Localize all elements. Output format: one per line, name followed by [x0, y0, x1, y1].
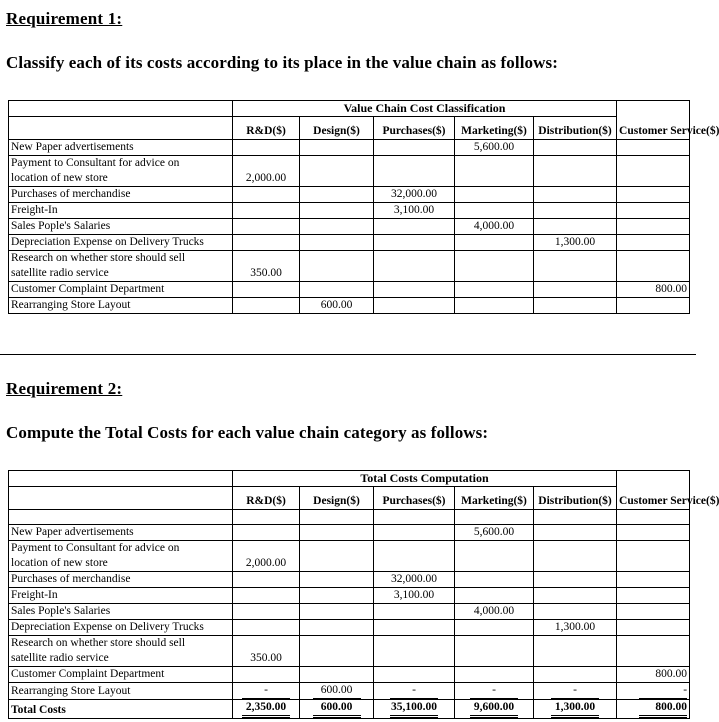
req2-cell	[617, 604, 690, 620]
req2-cell	[617, 683, 690, 700]
req2-cell-value: 600.00	[313, 683, 361, 699]
req2-cell	[455, 525, 534, 541]
req2-cell	[617, 620, 690, 636]
req2-cell	[534, 667, 617, 683]
req2-cell	[233, 667, 300, 683]
req2-total-cell	[455, 700, 534, 719]
req2-row-label-value: Purchases of merchandise	[11, 573, 131, 585]
req2-cell	[300, 556, 374, 572]
req2-cell	[300, 572, 374, 588]
req2-cell-value: 3,100.00	[393, 589, 435, 601]
req2-row-label-value: Freight-In	[11, 589, 58, 601]
req2-blank-row	[9, 510, 690, 525]
req2-total-cell-value: 600.00	[313, 700, 361, 718]
req2-cell	[233, 572, 300, 588]
req1-cell	[374, 219, 455, 235]
req2-cell	[617, 636, 690, 652]
req1-cell	[617, 171, 690, 187]
req1-cell	[455, 156, 534, 172]
req1-cell	[455, 235, 534, 251]
req2-cell-value: -	[639, 683, 687, 699]
req1-row	[9, 298, 690, 314]
req1-cell	[374, 298, 455, 314]
req1-cell	[233, 140, 300, 156]
req2-cell-value: 4,000.00	[473, 605, 515, 617]
req1-cell	[233, 219, 300, 235]
req1-row-label-value: Payment to Consultant for advice on	[11, 157, 180, 169]
req1-row	[9, 235, 690, 251]
req1-cell	[374, 282, 455, 298]
req2-cell	[534, 556, 617, 572]
req2-cell	[300, 667, 374, 683]
req1-cell	[617, 282, 690, 298]
req1-row-label	[9, 156, 233, 172]
req1-row	[9, 171, 690, 187]
req1-title-blank	[9, 101, 233, 117]
req2-cell	[300, 620, 374, 636]
req2-row-label-value: Payment to Consultant for advice on	[11, 542, 180, 554]
req2-row-label	[9, 620, 233, 636]
req1-row-label	[9, 171, 233, 187]
req2-cell	[233, 588, 300, 604]
req2-row-label-value: Depreciation Expense on Delivery Trucks	[11, 621, 204, 633]
req1-cell	[455, 203, 534, 219]
req2-row-label	[9, 604, 233, 620]
req2-row-label-value: New Paper advertisements	[11, 526, 134, 538]
req1-row-label-value: satellite radio service	[11, 267, 109, 279]
req1-col-header-distribution: Distribution($)	[534, 117, 617, 140]
req1-row-label	[9, 203, 233, 219]
req2-cell	[534, 604, 617, 620]
req2-cell	[233, 541, 300, 557]
req2-row-label	[9, 525, 233, 541]
req2-cell	[534, 620, 617, 636]
req2-total-cell-value: 800.00	[639, 700, 687, 718]
req2-cell	[233, 636, 300, 652]
req2-col-header-purchases: Purchases($)	[374, 487, 455, 510]
req1-cell	[617, 140, 690, 156]
req1-cell-value: 5,600.00	[473, 141, 515, 153]
req2-col-header-distribution: Distribution($)	[534, 487, 617, 510]
req1-row-label	[9, 266, 233, 282]
req2-cell	[534, 572, 617, 588]
req1-cell	[300, 298, 374, 314]
req1-row	[9, 266, 690, 282]
req2-cell	[455, 541, 534, 557]
req1-cell	[534, 251, 617, 267]
req1-cell	[233, 235, 300, 251]
req2-cell	[233, 620, 300, 636]
req1-cell	[534, 171, 617, 187]
req1-cell	[617, 235, 690, 251]
req1-cell	[617, 219, 690, 235]
req1-row-label-value: location of new store	[11, 172, 108, 184]
req2-cell	[374, 604, 455, 620]
req2-cell	[617, 525, 690, 541]
req1-row-label-value: Purchases of merchandise	[11, 188, 131, 200]
req2-blank-cell	[534, 510, 617, 525]
req1-cell	[374, 187, 455, 203]
req1-cell	[374, 203, 455, 219]
req1-cell-value: 800.00	[655, 283, 688, 295]
req2-cell	[455, 620, 534, 636]
req1-row-label-value: Customer Complaint Department	[11, 283, 165, 295]
req1-cell-value: 4,000.00	[473, 220, 515, 232]
req2-col-header-rd: R&D($)	[233, 487, 300, 510]
req1-row	[9, 203, 690, 219]
req2-cell	[617, 667, 690, 683]
req2-row-label	[9, 556, 233, 572]
req1-cell	[455, 251, 534, 267]
req2-row	[9, 620, 690, 636]
req1-cell	[300, 140, 374, 156]
req2-col-header-design: Design($)	[300, 487, 374, 510]
req2-cell	[233, 604, 300, 620]
req2-row-label	[9, 572, 233, 588]
req2-cell	[455, 683, 534, 700]
req2-cell	[300, 636, 374, 652]
req1-cell	[233, 251, 300, 267]
req2-total-row-label-value: Total Costs	[11, 704, 66, 716]
req1-column-header-row	[9, 117, 690, 140]
req1-cell	[455, 266, 534, 282]
req2-total-cell	[617, 700, 690, 719]
section-divider	[0, 354, 696, 355]
req1-cell	[374, 235, 455, 251]
req1-cell	[534, 156, 617, 172]
req2-row-label-value: Rearranging Store Layout	[11, 685, 131, 697]
req2-blank-cell	[617, 510, 690, 525]
req1-cell-value: 3,100.00	[393, 204, 435, 216]
req2-cell	[300, 683, 374, 700]
req1-row	[9, 251, 690, 267]
req1-header-blank	[9, 117, 233, 140]
req2-cell	[534, 636, 617, 652]
req1-cell	[534, 266, 617, 282]
req1-cell	[300, 251, 374, 267]
req2-title-row	[9, 471, 690, 487]
req2-cell	[233, 683, 300, 700]
req1-row-label-value: Depreciation Expense on Delivery Trucks	[11, 236, 204, 248]
req1-cell	[300, 171, 374, 187]
req2-row-label-value: satellite radio service	[11, 652, 109, 664]
req2-cell	[534, 651, 617, 667]
req2-row	[9, 636, 690, 652]
req1-title-row	[9, 101, 690, 117]
req2-row-label-value: Customer Complaint Department	[11, 668, 165, 680]
req1-row	[9, 219, 690, 235]
req2-col-header-customer-service: Customer Service($)	[617, 471, 690, 510]
req2-row-label	[9, 588, 233, 604]
req2-cell	[617, 541, 690, 557]
req1-cell	[374, 251, 455, 267]
req2-cell	[617, 651, 690, 667]
req1-cell	[233, 187, 300, 203]
req2-cell	[455, 651, 534, 667]
req1-row	[9, 282, 690, 298]
req2-blank-cell	[233, 510, 300, 525]
req1-col-header-marketing: Marketing($)	[455, 117, 534, 140]
req2-row	[9, 683, 690, 700]
req2-row	[9, 541, 690, 557]
req1-cell	[455, 219, 534, 235]
req2-cell	[455, 636, 534, 652]
req1-row	[9, 156, 690, 172]
req1-cell	[374, 140, 455, 156]
req2-row	[9, 572, 690, 588]
req1-row-label	[9, 219, 233, 235]
req1-cell	[300, 203, 374, 219]
req1-col-header-rd: R&D($)	[233, 117, 300, 140]
req2-cell	[534, 683, 617, 700]
req1-cell	[534, 187, 617, 203]
req2-row	[9, 651, 690, 667]
req2-blank-cell	[300, 510, 374, 525]
req2-cell-value: 800.00	[655, 668, 688, 680]
req2-cell	[534, 588, 617, 604]
req1-cell	[300, 156, 374, 172]
req2-cell	[374, 683, 455, 700]
req1-cell	[300, 282, 374, 298]
req1-row-label	[9, 298, 233, 314]
req1-row-label	[9, 235, 233, 251]
req2-cell	[374, 667, 455, 683]
req2-cell-value: -	[470, 683, 518, 699]
req1-cell	[617, 266, 690, 282]
req1-cell-value: 2,000.00	[245, 172, 287, 184]
req2-total-cell	[233, 700, 300, 719]
req1-cell	[374, 266, 455, 282]
req1-cell	[455, 187, 534, 203]
req1-cell	[233, 156, 300, 172]
req2-cell	[300, 541, 374, 557]
req2-cell-value: -	[242, 683, 290, 699]
req1-row-label	[9, 187, 233, 203]
requirement-1-title: Requirement 1:	[6, 9, 123, 28]
req1-cell	[233, 298, 300, 314]
req2-cell	[455, 588, 534, 604]
req1-cell	[534, 203, 617, 219]
req1-col-header-customer-service: Customer Service($)	[617, 101, 690, 140]
req2-cell	[455, 604, 534, 620]
req2-cell-value: -	[390, 683, 438, 699]
req1-row-label	[9, 140, 233, 156]
req1-cell	[233, 266, 300, 282]
value-chain-classification-table	[8, 100, 719, 314]
req2-row-label	[9, 541, 233, 557]
req2-cell-value: 350.00	[250, 652, 282, 664]
req2-total-cell	[374, 700, 455, 719]
req1-cell-value: 600.00	[320, 299, 353, 311]
req1-cell	[300, 266, 374, 282]
req2-cell	[374, 620, 455, 636]
req2-cell	[374, 541, 455, 557]
req2-cell	[300, 525, 374, 541]
req2-cell	[233, 556, 300, 572]
req1-cell	[617, 187, 690, 203]
req2-cell	[534, 525, 617, 541]
req2-row-label	[9, 651, 233, 667]
req2-cell	[300, 588, 374, 604]
req2-cell	[233, 651, 300, 667]
req1-cell	[455, 298, 534, 314]
req1-cell	[374, 171, 455, 187]
req1-row-label-value: New Paper advertisements	[11, 141, 134, 153]
req2-total-cell-value: 35,100.00	[390, 700, 438, 718]
req2-total-cell-value: 9,600.00	[470, 700, 518, 718]
req1-row	[9, 140, 690, 156]
req2-blank-cell	[455, 510, 534, 525]
req1-cell	[300, 235, 374, 251]
req1-row-label-value: Research on whether store should sell	[11, 252, 186, 264]
req1-row-label	[9, 282, 233, 298]
req1-cell	[534, 282, 617, 298]
req2-row	[9, 667, 690, 683]
req2-total-cell-value: 2,350.00	[242, 700, 290, 718]
req2-cell	[374, 525, 455, 541]
req2-row-label-value: location of new store	[11, 557, 108, 569]
req2-row-label-value: Research on whether store should sell	[11, 637, 186, 649]
req1-row	[9, 187, 690, 203]
req1-col-header-design: Design($)	[300, 117, 374, 140]
req2-cell-value: 5,600.00	[473, 526, 515, 538]
req1-row-label	[9, 251, 233, 267]
req2-cell-value: -	[551, 683, 599, 699]
req2-cell	[374, 588, 455, 604]
req2-row-label	[9, 667, 233, 683]
req2-table-title: Total Costs Computation	[233, 471, 617, 487]
req2-row	[9, 588, 690, 604]
req1-table-title: Value Chain Cost Classification	[233, 101, 617, 117]
req2-cell	[455, 667, 534, 683]
req1-cell	[534, 298, 617, 314]
req2-cell	[617, 572, 690, 588]
req2-column-header-row	[9, 487, 690, 510]
req1-cell	[233, 282, 300, 298]
req2-total-row-label	[9, 700, 233, 719]
requirement-1-description: Classify each of its costs according to its place in the value chain as follows:	[6, 53, 558, 72]
req1-row-label-value: Rearranging Store Layout	[11, 299, 131, 311]
req2-row	[9, 525, 690, 541]
requirement-2-title: Requirement 2:	[6, 379, 123, 398]
req1-cell	[617, 156, 690, 172]
req2-cell	[374, 556, 455, 572]
req2-cell	[617, 556, 690, 572]
req2-cell	[617, 588, 690, 604]
req2-cell	[374, 572, 455, 588]
req1-cell	[300, 187, 374, 203]
req2-blank-cell	[374, 510, 455, 525]
req2-cell	[534, 541, 617, 557]
total-costs-table	[8, 470, 719, 719]
req2-header-blank	[9, 487, 233, 510]
req2-cell-value: 32,000.00	[391, 573, 437, 585]
req2-cell	[374, 636, 455, 652]
req1-col-header-purchases: Purchases($)	[374, 117, 455, 140]
req2-cell	[300, 651, 374, 667]
req2-row-label-value: Sales Pople's Salaries	[11, 605, 111, 617]
req1-cell-value: 350.00	[250, 267, 282, 279]
req2-row-label	[9, 636, 233, 652]
req1-cell	[455, 140, 534, 156]
req1-cell	[455, 171, 534, 187]
req2-total-cell	[534, 700, 617, 719]
req2-blank-cell	[9, 510, 233, 525]
req2-total-cell	[300, 700, 374, 719]
requirement-2-description: Compute the Total Costs for each value chain category as follows:	[6, 423, 489, 442]
req1-cell	[534, 140, 617, 156]
req2-cell	[455, 556, 534, 572]
req1-cell	[455, 282, 534, 298]
req1-cell	[534, 219, 617, 235]
req2-cell	[374, 651, 455, 667]
req1-cell	[374, 156, 455, 172]
req1-cell	[617, 251, 690, 267]
req1-cell	[617, 203, 690, 219]
req1-cell	[534, 235, 617, 251]
req2-col-header-marketing: Marketing($)	[455, 487, 534, 510]
req1-cell	[300, 219, 374, 235]
req2-cell	[455, 572, 534, 588]
req1-row-label-value: Freight-In	[11, 204, 58, 216]
req2-total-cell-value: 1,300.00	[551, 700, 599, 718]
req1-cell-value: 1,300.00	[554, 236, 596, 248]
req2-cell	[300, 604, 374, 620]
req1-cell	[233, 171, 300, 187]
req2-cell-value: 1,300.00	[554, 621, 596, 633]
req2-total-row	[9, 700, 690, 719]
req1-row-label-value: Sales Pople's Salaries	[11, 220, 111, 232]
req1-cell	[233, 203, 300, 219]
req2-row-label	[9, 683, 233, 700]
req1-cell	[617, 298, 690, 314]
req2-title-blank	[9, 471, 233, 487]
req2-row	[9, 604, 690, 620]
req2-cell-value: 2,000.00	[245, 557, 287, 569]
req2-row	[9, 556, 690, 572]
req2-cell	[233, 525, 300, 541]
req1-cell-value: 32,000.00	[391, 188, 437, 200]
